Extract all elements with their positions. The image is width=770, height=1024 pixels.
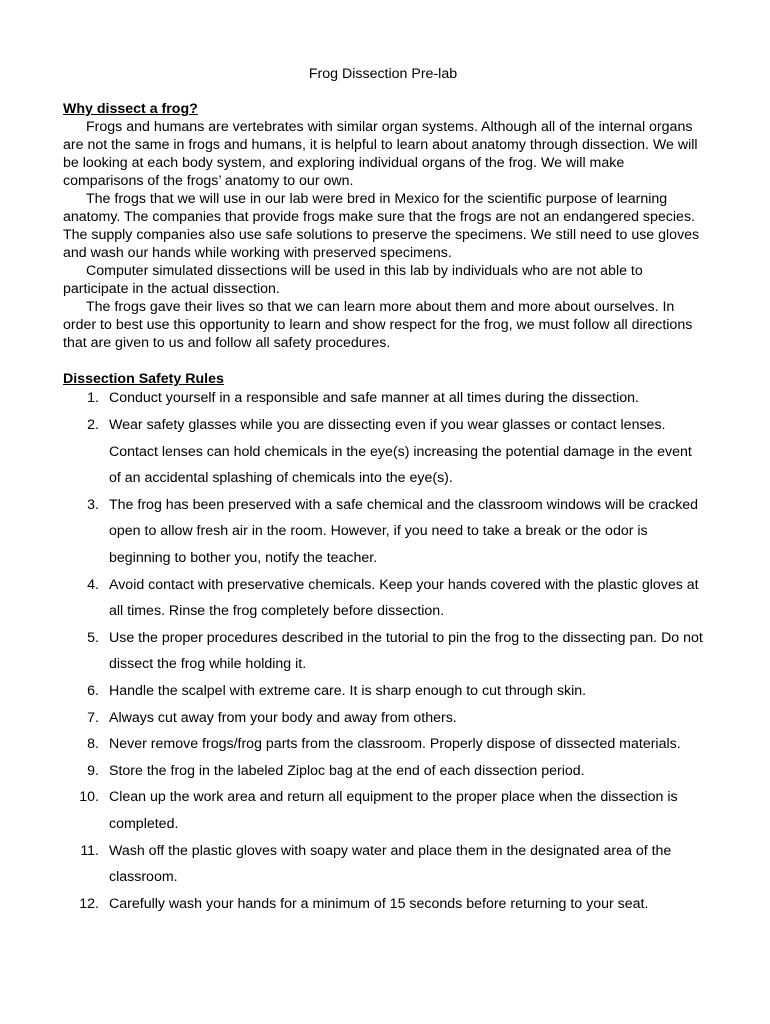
paragraph: Frogs and humans are vertebrates with similar organ systems. Although all of the internal organs are not the same in frogs and humans, it is helpful to learn about anatomy through dissection. We will be looking at each body system, and exploring individual organs of the frog. We will make comparisons of the frogs’ anatomy to our own. [63,119,698,189]
list-text: Wear safety glasses while you are dissecting even if you wear glasses or contact lenses. Contact lenses can hold chemicals in the eye(s) increasing the potential damage in the event of an accidental splashing of chemicals into the eye(s). [109,417,692,487]
section-heading-rules: Dissection Safety Rules [63,371,224,387]
list-number: 3. [87,496,99,513]
list-item [63,758,703,785]
intro-section [63,118,703,352]
paragraph: The frogs that we will use in our lab were bred in Mexico for the scientific purpose of learning anatomy. The companies that provide frogs make sure that the frogs are not an endangered species. The supply companies also use safe solutions to preserve the specimens. We still need to use gloves and wash our hands while working with preserved specimens. [63,191,700,261]
list-number: 2. [87,417,99,433]
list-number: 7. [87,709,99,726]
list-number: 5. [87,629,99,646]
list-text: Clean up the work area and return all equipment to the proper place when the dissection is completed. [109,789,678,832]
list-item [63,625,703,678]
list-number: 8. [87,736,99,753]
list-text: Use the proper procedures described in the tutorial to pin the frog to the dissecting pan. Do not dissect the frog while holding it. [109,629,703,673]
list-item [63,838,703,891]
list-item [63,731,703,758]
list-item [63,678,703,705]
paragraph: The frogs gave their lives so that we can learn more about them and more about ourselves. In order to best use this opportunity to learn and show respect for the frog, we must follow all directions that are given to us and follow all safety procedures. [63,299,693,351]
list-item [63,492,703,572]
list-item [63,412,703,492]
safety-rules-list [63,388,703,917]
document-page [63,64,703,917]
list-number: 1. [87,390,99,406]
paragraph: Computer simulated dissections will be used in this lab by individuals who are not able to participate in the actual dissection. [63,263,643,297]
list-text: Always cut away from your body and away from others. [109,709,457,726]
list-item [63,388,703,408]
list-number: 10. [79,789,99,806]
list-text: Wash off the plastic gloves with soapy water and place them in the designated area of the classroom. [109,842,672,886]
list-text: Carefully wash your hands for a minimum of 15 seconds before returning to your seat. [109,895,649,912]
page-title: Frog Dissection Pre-lab [308,66,458,82]
list-number: 9. [87,762,99,779]
list-text: Conduct yourself in a responsible and safe manner at all times during the dissection. [109,390,639,406]
list-text: Handle the scalpel with extreme care. It is sharp enough to cut through skin. [109,682,587,699]
section-heading-why: Why dissect a frog? [63,101,198,117]
list-item [63,891,703,918]
list-number: 4. [87,576,99,593]
list-item [63,705,703,732]
list-number: 12. [79,895,99,912]
list-item [63,572,703,625]
list-text: Never remove frogs/frog parts from the classroom. Properly dispose of dissected materials. [109,736,681,753]
list-text: Avoid contact with preservative chemicals. Keep your hands covered with the plastic gloves at all times. Rinse the frog completely before dissection. [109,576,699,620]
list-text: The frog has been preserved with a safe chemical and the classroom windows will be cracked open to allow fresh air in the room. However, if you need to take a break or the odor is beginning to bother you, notify the teacher. [109,496,699,566]
list-text: Store the frog in the labeled Ziploc bag at the end of each dissection period. [109,762,585,779]
list-item [63,784,703,837]
list-number: 6. [87,682,99,699]
list-number: 11. [80,842,99,859]
